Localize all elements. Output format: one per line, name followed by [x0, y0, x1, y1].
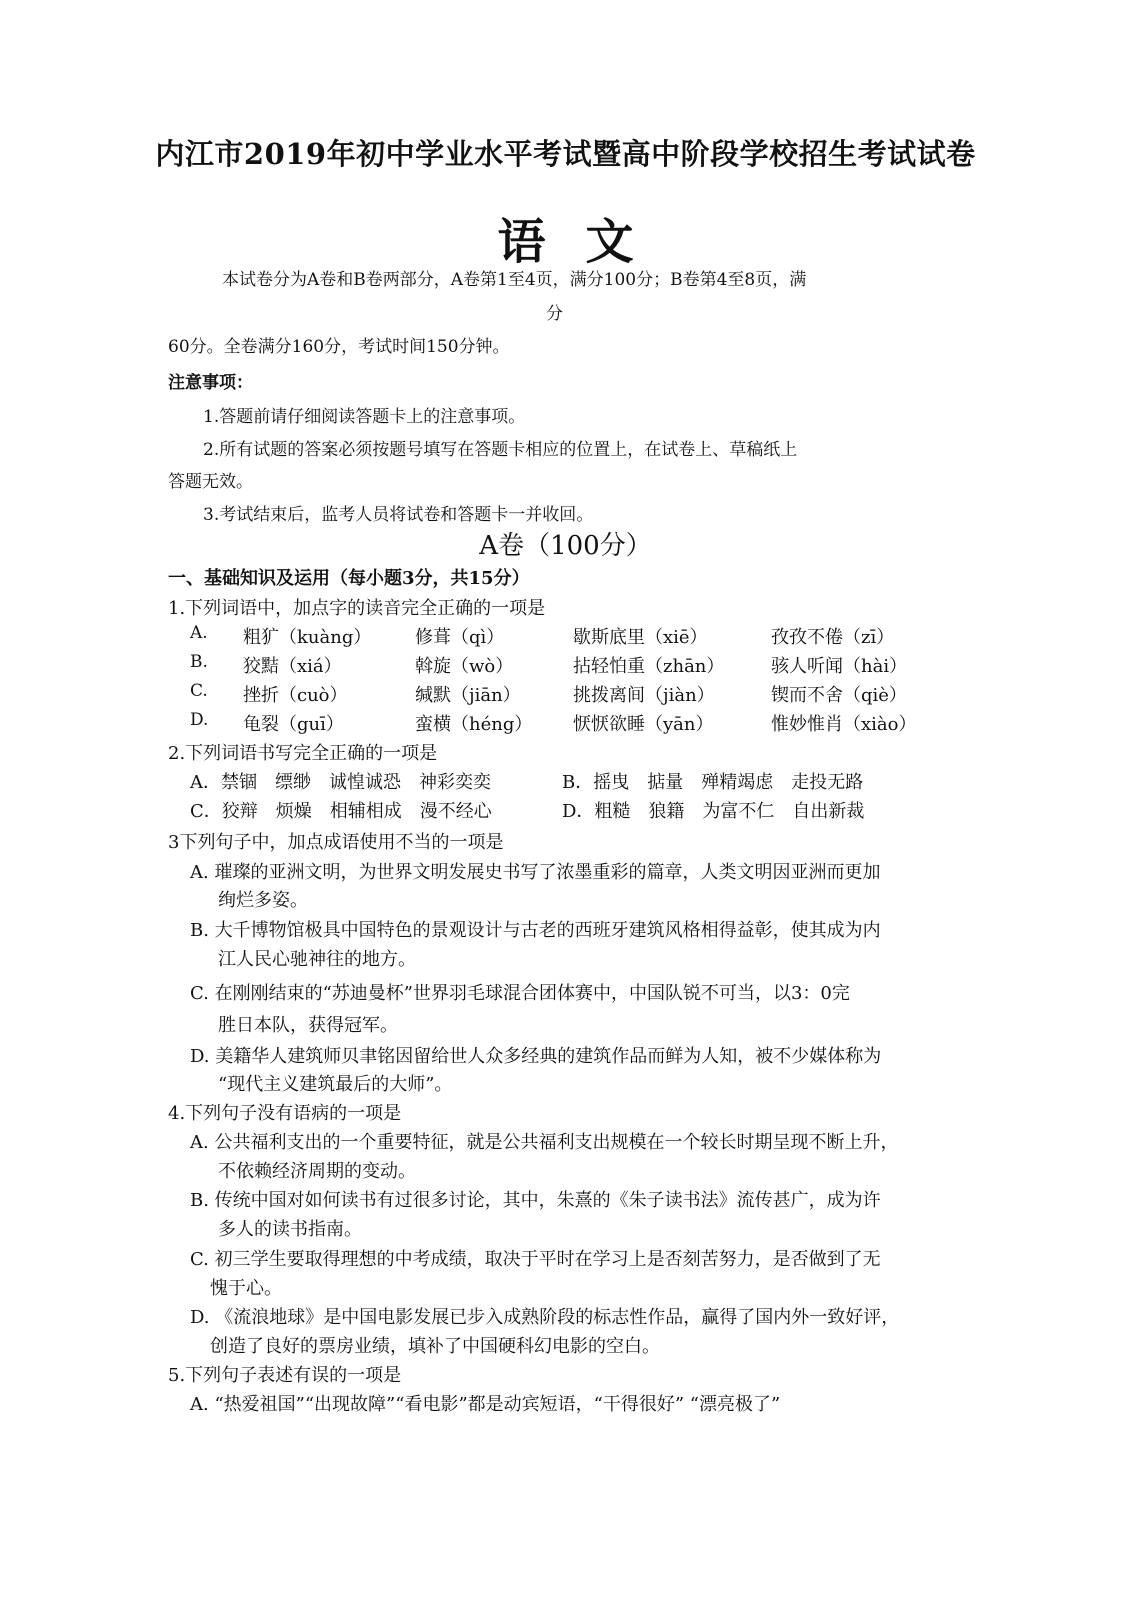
q3-option-c-wrap: 胜日本队，获得冠军。: [218, 1015, 398, 1036]
q2-stem: 2.下列词语书写完全正确的一项是: [168, 743, 438, 764]
q1-option-a: [0, 623, 1131, 649]
q5-stem: 5.下列句子表述有误的一项是: [168, 1365, 402, 1386]
notice-item-2-wrap: 答题无效。: [168, 472, 253, 492]
q4-option-b-wrap: 多人的读书指南。: [218, 1219, 362, 1240]
q4-option-b: B. 传统中国对如何读书有过很多讨论，其中，朱熹的《朱子读书法》流传甚广，成为许: [190, 1190, 881, 1211]
q3-option-a-wrap: 绚烂多姿。: [218, 890, 308, 911]
intro-line-1: 本试卷分为A卷和B卷两部分，A卷第1至4页，满分100分；B卷第4至8页，满: [222, 270, 807, 290]
q1-option-c: [0, 681, 1131, 707]
q4-option-d: D. 《流浪地球》是中国电影发展已步入成熟阶段的标志性作品，赢得了国内外一致好评，: [190, 1307, 900, 1328]
q5-option-a: A. “热爱祖国”“出现故障”“看电影”都是动宾短语，“干得很好” “漂亮极了”: [190, 1394, 781, 1415]
intro-line-2: 60分。全卷满分160分，考试时间150分钟。: [168, 337, 510, 357]
q3-option-d-wrap: “现代主义建筑最后的大师”。: [218, 1074, 453, 1095]
q1-option-d: [0, 710, 1131, 736]
notice-item-1: 1.答题前请仔细阅读答题卡上的注意事项。: [203, 407, 526, 427]
section-a-title: A卷（100分）: [479, 531, 652, 561]
q3-option-d: D. 美籍华人建筑师贝聿铭因留给世人众多经典的建筑作品而鲜为人知，被不少媒体称为: [190, 1046, 882, 1067]
word-item: 恹恹欲睡（yān）: [573, 714, 714, 735]
q4-option-c: C. 初三学生要取得理想的中考成绩，取决于平时在学习上是否刻苦努力，是否做到了无: [190, 1249, 881, 1270]
q3-option-b: B. 大千博物馆极具中国特色的景观设计与古老的西班牙建筑风格相得益彰，使其成为内: [190, 920, 881, 941]
word-item: 拈轻怕重（zhān）: [573, 656, 725, 677]
q4-option-d-wrap: 创造了良好的票房业绩，填补了中国硬科幻电影的空白。: [210, 1336, 660, 1357]
notice-heading: 注意事项：: [168, 373, 253, 393]
word-item: 粗犷（kuàng）: [243, 627, 372, 648]
exam-title: 内江市2019年初中学业水平考试暨高中阶段学校招生考试试卷: [155, 137, 976, 171]
word-item: 狡黠（xiá）: [243, 656, 342, 677]
q4-option-a: A. 公共福利支出的一个重要特征，就是公共福利支出规模在一个较长时期呈现不断上升，: [190, 1132, 899, 1153]
option-label: B.: [190, 652, 208, 672]
q2-option-b: B．摇曳 掂量 殚精竭虑 走投无路: [562, 772, 864, 793]
word-item: 惟妙惟肖（xiào）: [771, 714, 917, 735]
q4-option-c-wrap: 愧于心。: [210, 1278, 282, 1299]
part-1-heading: 一、基础知识及运用（每小题3分，共15分）: [168, 568, 530, 589]
q1-option-b: [0, 652, 1131, 678]
word-item: 锲而不舍（qiè）: [771, 685, 907, 706]
q2-option-a: A．禁锢 缥缈 诚惶诚恐 神彩奕奕: [190, 772, 491, 793]
q3-option-c: C. 在刚刚结束的“苏迪曼杯”世界羽毛球混合团体赛中，中国队锐不可当，以3：0完: [190, 983, 850, 1004]
q2-option-c: C．狡辩 烦燥 相辅相成 漫不经心: [190, 801, 492, 822]
q2-option-d: D．粗糙 狼籍 为富不仁 自出新裁: [562, 801, 865, 822]
q3-option-b-wrap: 江人民心驰神往的地方。: [218, 949, 416, 970]
word-item: 孜孜不倦（zī）: [771, 627, 895, 648]
option-label: D.: [190, 710, 209, 730]
option-label: A.: [190, 623, 208, 643]
q1-stem: 1.下列词语中，加点字的读音完全正确的一项是: [168, 598, 546, 619]
notice-item-2: 2.所有试题的答案必须按题号填写在答题卡相应的位置上，在试卷上、草稿纸上: [203, 440, 798, 460]
word-item: 挑拨离间（jiàn）: [573, 685, 715, 706]
word-item: 歇斯底里（xiē）: [573, 627, 708, 648]
q3-stem: 3下列句子中，加点成语使用不当的一项是: [168, 832, 504, 853]
option-label: C.: [190, 681, 208, 701]
q4-stem: 4.下列句子没有语病的一项是: [168, 1103, 402, 1124]
q3-option-a: A. 璀璨的亚洲文明，为世界文明发展史书写了浓墨重彩的篇章，人类文明因亚洲而更加: [190, 862, 881, 883]
word-item: 挫折（cuò）: [243, 685, 348, 706]
word-item: 骇人听闻（hài）: [771, 656, 908, 677]
word-item: 缄默（jiān）: [415, 685, 521, 706]
q4-option-a-wrap: 不依赖经济周期的变动。: [218, 1161, 416, 1182]
word-item: 斡旋（wò）: [415, 656, 514, 677]
intro-line-1-wrap: 分: [546, 304, 563, 324]
subject-title: 语文: [497, 214, 674, 270]
word-item: 龟裂（guī）: [243, 714, 344, 735]
word-item: 修葺（qì）: [415, 627, 505, 648]
word-item: 蛮横（héng）: [415, 714, 533, 735]
notice-item-3: 3.考试结束后，监考人员将试卷和答题卡一并收回。: [203, 505, 594, 525]
